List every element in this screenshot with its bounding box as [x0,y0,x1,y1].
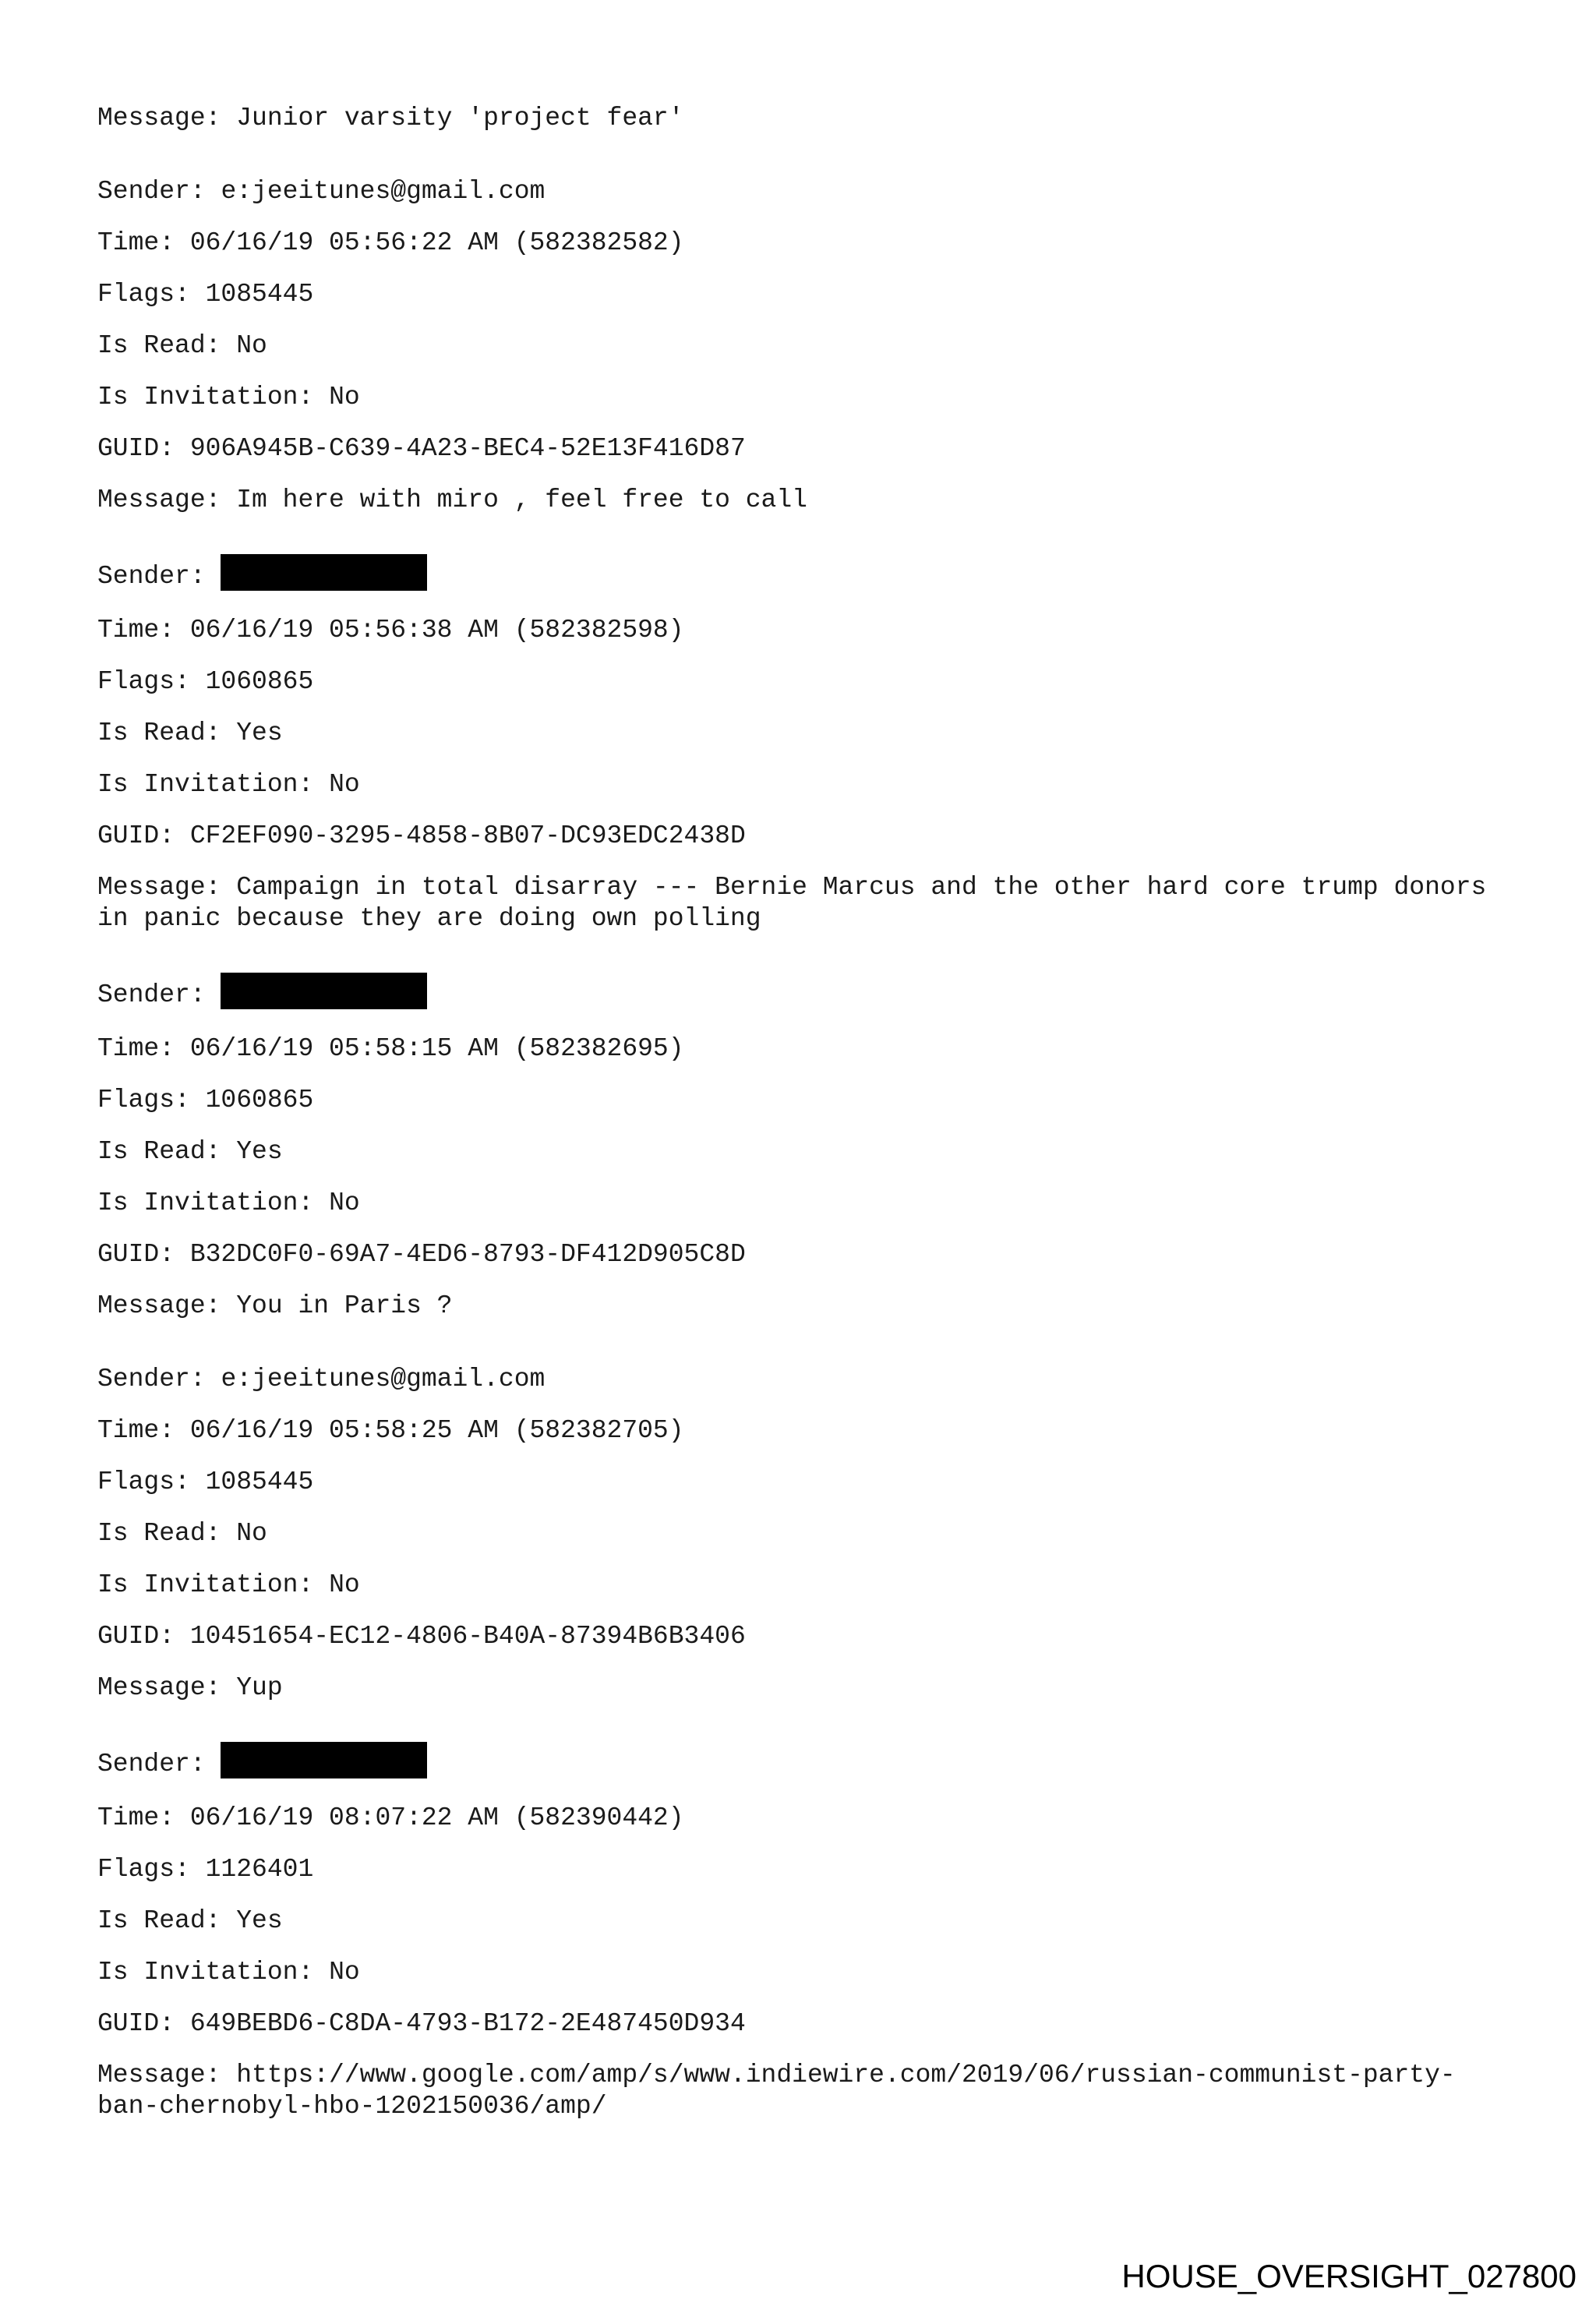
is-read-line [97,330,1500,362]
sender-label: Sender: [97,1750,221,1779]
intro-message-line [97,103,1500,134]
guid-label: GUID: [97,2009,190,2038]
time-value: 06/16/19 05:56:38 AM (582382598) [189,616,684,645]
is-invitation-label: Is Invitation: [97,1189,330,1217]
is-invitation-line [97,1957,1500,1988]
message-label: Message: [97,1291,237,1320]
time-line [97,1415,1500,1446]
sender-line [97,176,1500,207]
is-invitation-value: No [329,770,360,799]
is-invitation-value: No [329,1189,360,1217]
time-label: Time: [97,616,190,645]
message-record [97,1364,1500,1704]
redaction-box [221,1742,427,1778]
flags-value: 1085445 [205,280,314,309]
is-invitation-line [97,1570,1500,1601]
flags-value: 1126401 [205,1855,314,1884]
guid-label: GUID: [97,1240,190,1269]
is-read-label: Is Read: [97,719,237,747]
message-record [97,558,1500,934]
flags-line [97,1854,1500,1885]
message-text: Yup [236,1673,283,1702]
time-line [97,1033,1500,1065]
is-read-line [97,718,1500,749]
guid-label: GUID: [97,821,190,850]
flags-label: Flags: [97,1468,206,1496]
message-label: Message: [97,104,237,132]
time-line [97,615,1500,646]
is-read-line [97,1136,1500,1167]
sender-line [97,558,1500,595]
is-invitation-line [97,382,1500,413]
message-label: Message: [97,2061,237,2089]
time-label: Time: [97,1416,190,1445]
message-line [97,1673,1500,1704]
is-invitation-value: No [329,1958,360,1987]
time-line [97,228,1500,259]
is-read-value: No [236,331,267,360]
time-value: 06/16/19 05:56:22 AM (582382582) [189,228,684,257]
message-text: You in Paris ? [236,1291,453,1320]
flags-value: 1085445 [205,1468,314,1496]
guid-value: 10451654-EC12-4806-B40A-87394B6B3406 [189,1622,746,1651]
sender-line [97,1746,1500,1782]
is-read-value: No [236,1519,267,1548]
is-invitation-label: Is Invitation: [97,1958,330,1987]
is-read-value: Yes [236,719,283,747]
message-log [97,103,1500,2164]
sender-label: Sender: [97,980,221,1010]
message-line [97,485,1500,516]
message-text: https://www.google.com/amp/s/www.indiewire.com/2019/06/russian-communist-party-ban-chernobyl-hbo-1202150036/amp/ [97,2061,1456,2121]
sender-line [97,1364,1500,1395]
guid-value: B32DC0F0-69A7-4ED6-8793-DF412D905C8D [189,1240,746,1269]
flags-label: Flags: [97,1855,206,1884]
guid-line [97,821,1500,852]
bates-number: HOUSE_OVERSIGHT_027800 [1121,2258,1577,2294]
message-text: Junior varsity 'project fear' [236,104,684,132]
time-label: Time: [97,1034,190,1063]
message-record [97,1746,1500,2122]
message-label: Message: [97,873,237,902]
time-value: 06/16/19 05:58:15 AM (582382695) [189,1034,684,1063]
is-read-line [97,1906,1500,1937]
redaction-box [221,973,427,1009]
is-read-label: Is Read: [97,1137,237,1166]
sender-line [97,977,1500,1013]
time-label: Time: [97,1803,190,1832]
flags-line [97,666,1500,698]
message-line [97,1291,1500,1322]
time-value: 06/16/19 08:07:22 AM (582390442) [189,1803,684,1832]
flags-label: Flags: [97,280,206,309]
redaction-box [221,554,427,591]
flags-line [97,1085,1500,1116]
message-text: Campaign in total disarray --- Bernie Marcus and the other hard core trump donors in panic because they are doing own polling [97,873,1502,933]
time-line [97,1803,1500,1834]
flags-value: 1060865 [205,1086,314,1114]
is-read-label: Is Read: [97,1906,237,1935]
message-label: Message: [97,486,237,514]
message-text: Im here with miro , feel free to call [236,486,807,514]
is-read-label: Is Read: [97,331,237,360]
is-invitation-label: Is Invitation: [97,770,330,799]
guid-value: 906A945B-C639-4A23-BEC4-52E13F416D87 [189,434,746,463]
time-label: Time: [97,228,190,257]
flags-label: Flags: [97,667,206,696]
is-invitation-value: No [329,1570,360,1599]
guid-label: GUID: [97,434,190,463]
is-invitation-line [97,1188,1500,1219]
guid-line [97,1239,1500,1270]
message-record [97,176,1500,516]
time-value: 06/16/19 05:58:25 AM (582382705) [189,1416,684,1445]
sender-label: Sender: [97,1365,221,1393]
is-invitation-label: Is Invitation: [97,1570,330,1599]
flags-value: 1060865 [205,667,314,696]
is-invitation-line [97,769,1500,800]
is-read-value: Yes [236,1906,283,1935]
guid-line [97,433,1500,464]
guid-line [97,1621,1500,1652]
guid-label: GUID: [97,1622,190,1651]
message-label: Message: [97,1673,237,1702]
message-record [97,977,1500,1322]
sender-label: Sender: [97,177,221,206]
is-invitation-label: Is Invitation: [97,383,330,412]
message-line [97,872,1500,934]
flags-line [97,1467,1500,1498]
flags-label: Flags: [97,1086,206,1114]
guid-line [97,2008,1500,2040]
is-invitation-value: No [329,383,360,412]
is-read-line [97,1518,1500,1549]
guid-value: CF2EF090-3295-4858-8B07-DC93EDC2438D [189,821,746,850]
sender-label: Sender: [97,562,221,592]
is-read-label: Is Read: [97,1519,237,1548]
sender-value: e:jeeitunes@gmail.com [221,177,546,206]
guid-value: 649BEBD6-C8DA-4793-B172-2E487450D934 [189,2009,746,2038]
sender-value: e:jeeitunes@gmail.com [221,1365,546,1393]
flags-line [97,279,1500,310]
is-read-value: Yes [236,1137,283,1166]
message-line [97,2060,1500,2122]
